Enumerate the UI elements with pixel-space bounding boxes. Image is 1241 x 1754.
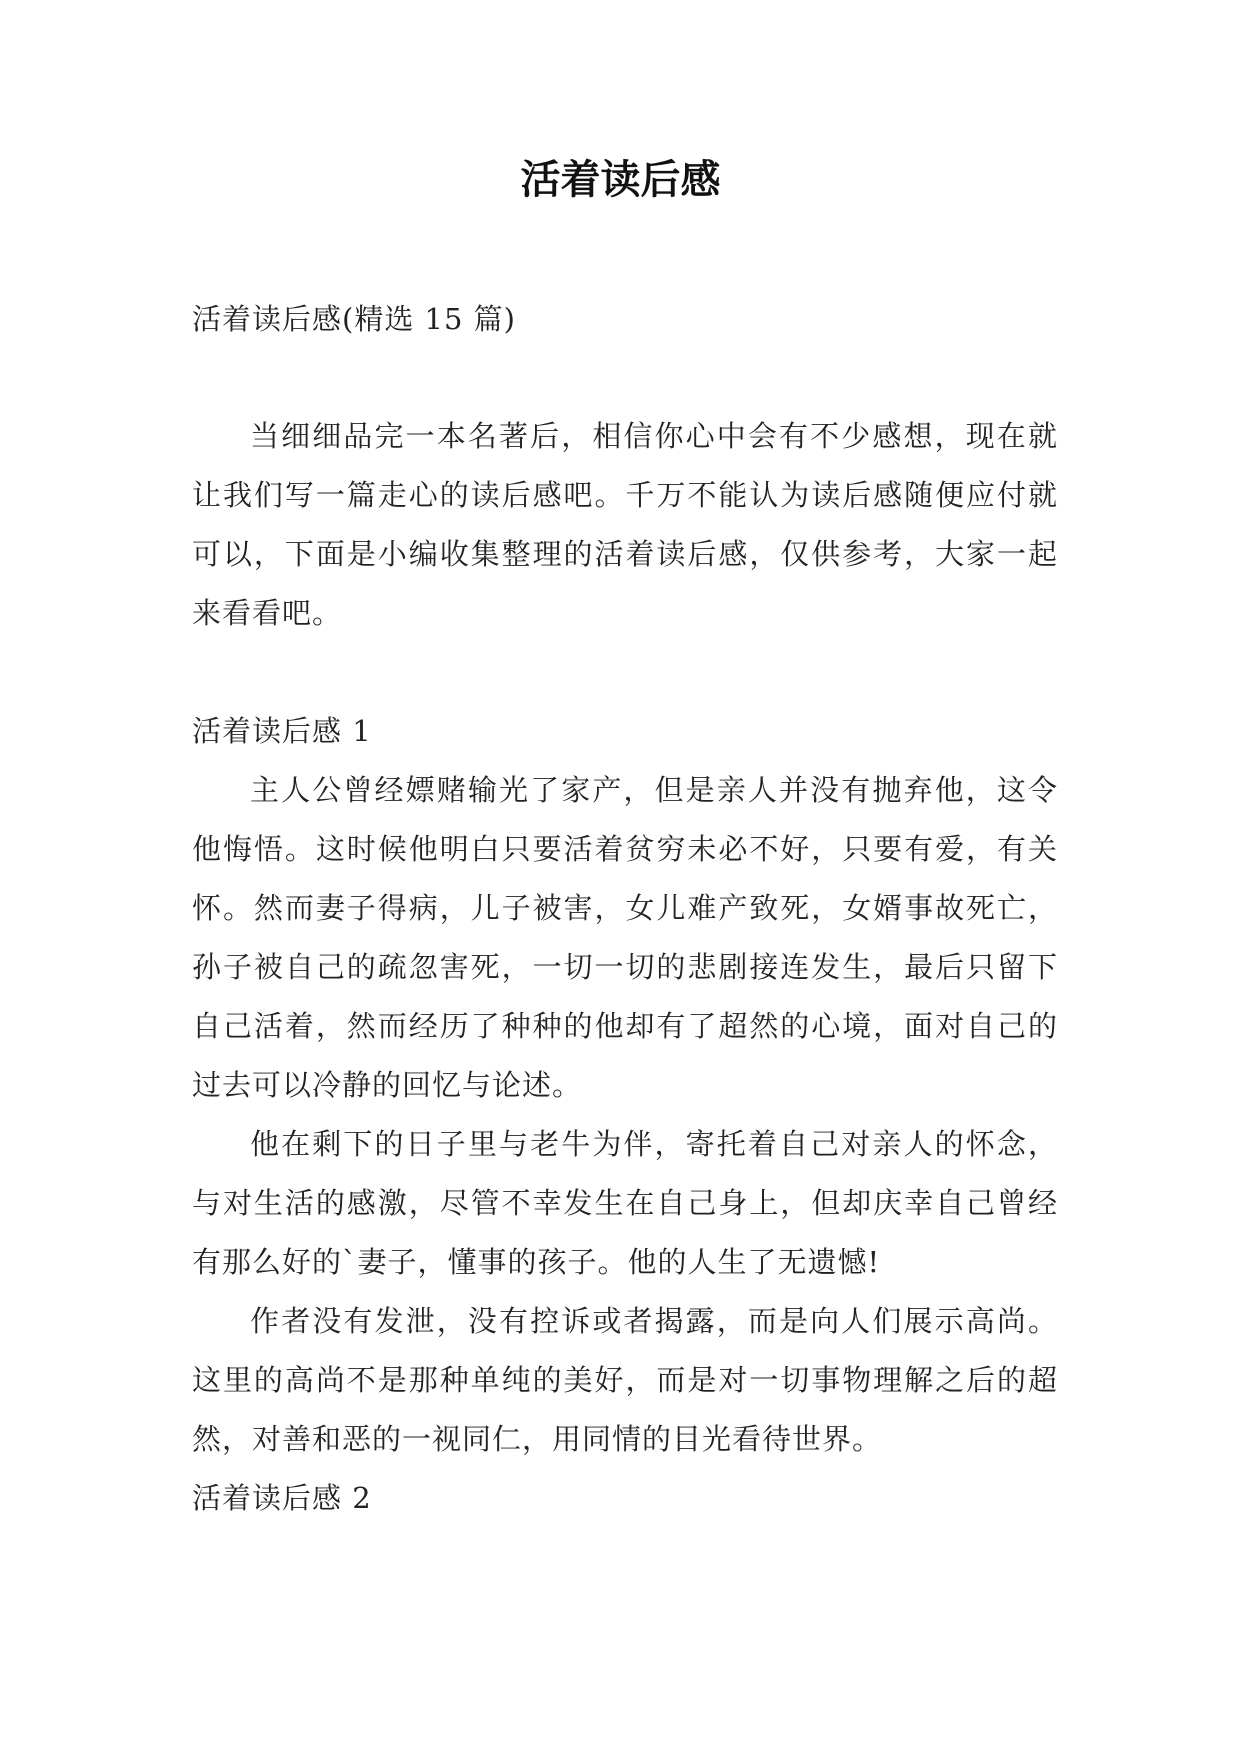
- document-body: [192, 290, 1058, 1528]
- section-spacer: [192, 643, 1058, 702]
- body-paragraph: 主人公曾经嫖赌输光了家产，但是亲人并没有抛弃他，这令他悔悟。这时候他明白只要活着贫穷未必不好，只要有爱，有关怀。然而妻子得病，儿子被害，女儿难产致死，女婿事故死亡，孙子被自己的疏忽害死，一切一切的悲剧接连发生，最后只留下自己活着，然而经历了种种的他却有了超然的心境，面对自己的过去可以冷静的回忆与论述。: [192, 773, 1058, 1102]
- section-heading: 活着读后感 2: [192, 1481, 372, 1515]
- body-paragraph: 他在剩下的日子里与老牛为伴，寄托着自己对亲人的怀念，与对生活的感激，尽管不幸发生在自己身上，但却庆幸自己曾经有那么好的`妻子，懂事的孩子。他的人生了无遗憾!: [192, 1127, 1058, 1279]
- body-paragraph: 作者没有发泄，没有控诉或者揭露，而是向人们展示高尚。这里的高尚不是那种单纯的美好，而是对一切事物理解之后的超然，对善和恶的一视同仁，用同情的目光看待世界。: [192, 1304, 1058, 1456]
- section-heading: 活着读后感 1: [192, 714, 372, 748]
- page-title: 活着读后感: [520, 157, 721, 203]
- document-subtitle: 活着读后感(精选 15 篇): [192, 302, 516, 336]
- intro-paragraph: 当细细品完一本名著后，相信你心中会有不少感想，现在就让我们写一篇走心的读后感吧。千万不能认为读后感随便应付就可以，下面是小编收集整理的活着读后感，仅供参考，大家一起来看看吧。: [192, 419, 1058, 630]
